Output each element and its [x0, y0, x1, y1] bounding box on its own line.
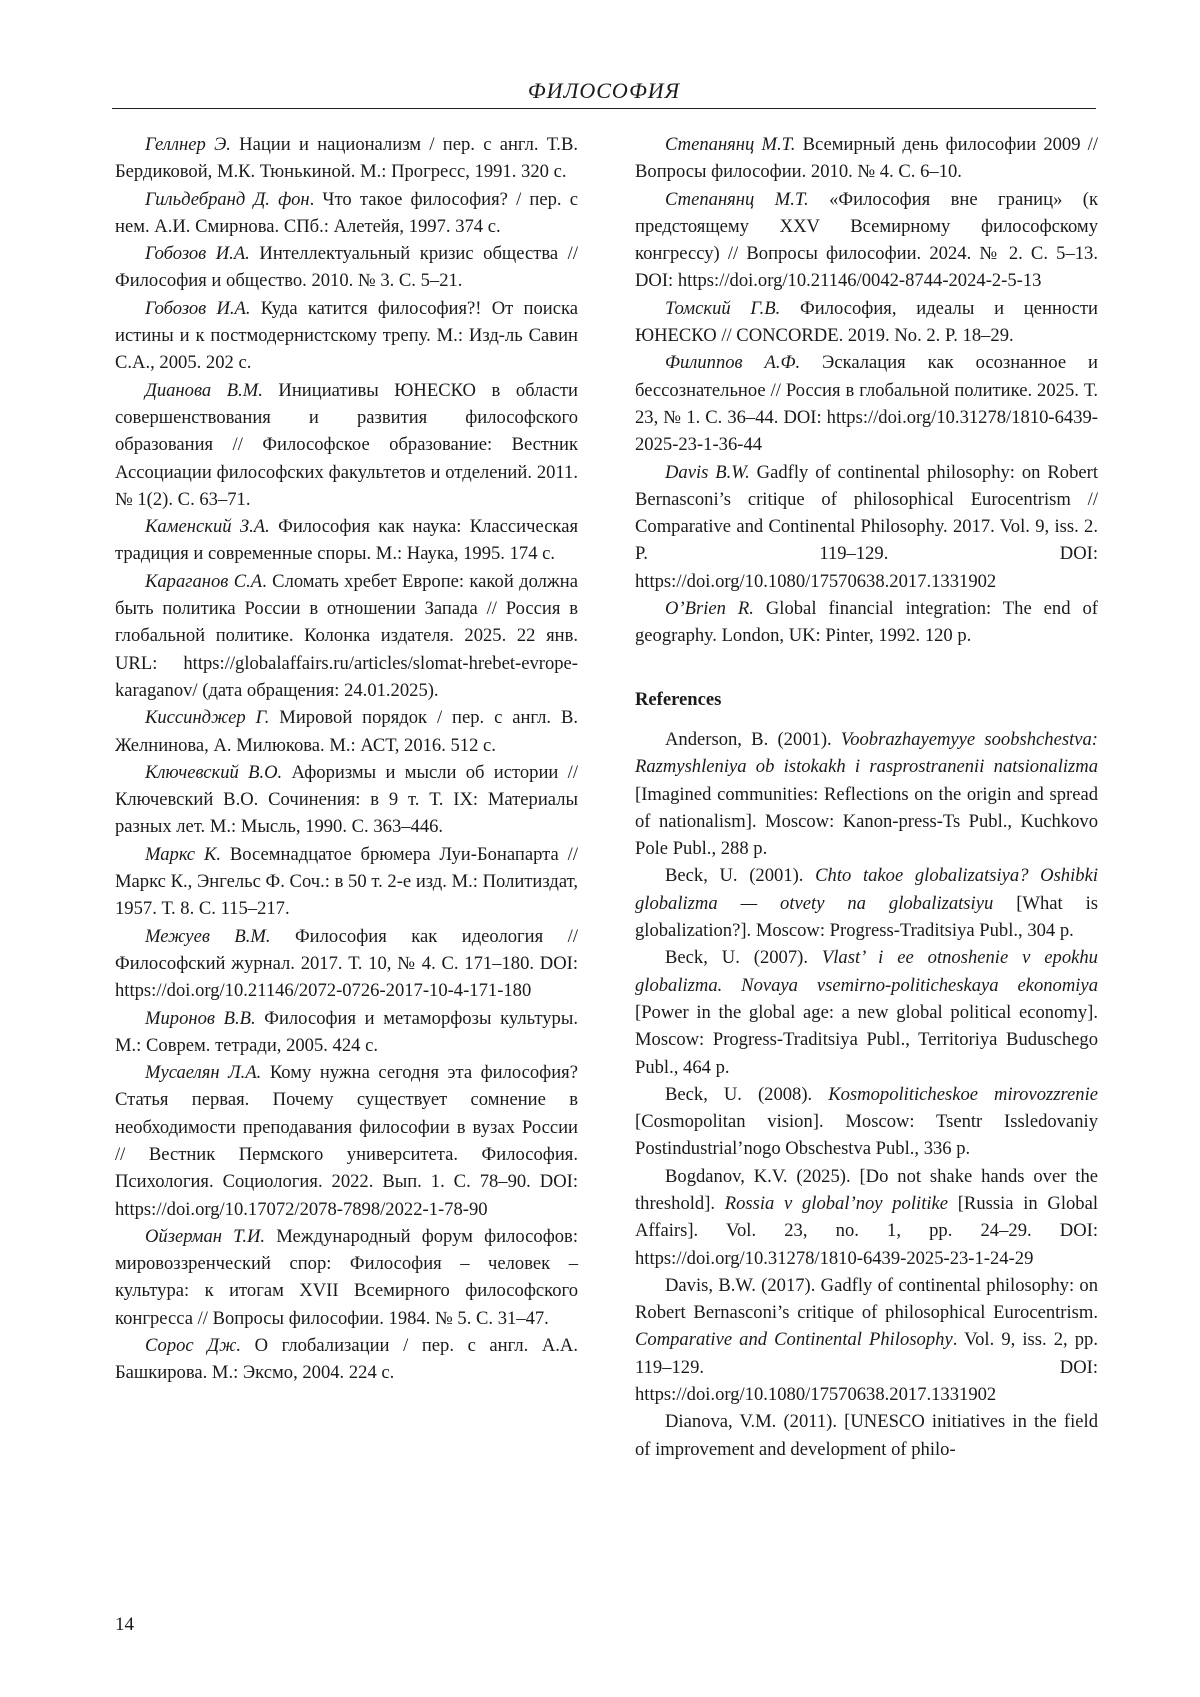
bibliography-entry: [115, 704, 578, 759]
reference-pre: Beck, U. (2007).: [665, 947, 822, 969]
bibliography-entry: [115, 513, 578, 568]
reference-post: [Cosmopolitan vision]. Moscow: Tsentr Issledovaniy Postindustrial’nogo Obschestva Publ., 336 p.: [635, 1111, 1098, 1160]
reference-post: [What is globalization?]. Moscow: Progress-Traditsiya Publ., 304 p.: [635, 892, 1099, 942]
entry-author: Davis B.W.: [665, 461, 750, 483]
bibliography-entry: [635, 349, 1098, 458]
reference-italic: Vlast’ i ee otnoshenie v epokhu globalizma. Novaya vsemirno-politicheskaya ekonomiya: [635, 947, 1098, 996]
entry-text: Афоризмы и мысли об истории // Ключевский В.О. Сочинения: в 9 т. Т. IX: Материалы разных лет. М.: Мысль, 1990. С. 363–446.: [115, 761, 579, 838]
entry-text: Всемирный день философии 2009 // Вопросы философии. 2010. № 4. С. 6–10.: [635, 134, 1099, 183]
reference-post: [Russia in Global Affairs]. Vol. 23, no. 1, pp. 24–29. DOI: https://doi.org/10.31278/1810-6439-2025-23-1-24-29: [635, 1192, 1098, 1269]
bibliography-entry: [635, 131, 1098, 186]
bibliography-entry: [115, 1005, 578, 1060]
entry-text: Инициативы ЮНЕСКО в области совершенствования и развития философского образования // Философское образование: Вестник Ассоциации философских факультетов и отделений. 2011. № 1(2). С. 63–71.: [115, 379, 578, 510]
reference-pre: Davis, B.W. (2017). Gadfly of continental philosophy: on Robert Bernasconi’s critique of philosophical Eurocentrism.: [635, 1274, 1098, 1324]
entry-text: Нации и национализм / пер. с англ. Т.В. Бердиковой, М.К. Тюнькиной. М.: Прогресс, 1991. 320 с.: [115, 134, 578, 183]
entry-author: Ойзерман Т.И.: [145, 1225, 266, 1247]
reference-post: . Vol. 9, iss. 2, pp. 119–129. DOI: https://doi.org/10.1080/17570638.2017.1331902: [635, 1329, 1098, 1406]
bibliography-entry: [115, 923, 578, 1005]
running-header: [112, 72, 1096, 109]
bibliography-entry: [115, 1059, 578, 1223]
entry-text: «Философия вне границ» (к предстоящему XXV Всемирному философскому конгрессу) // Вопросы философии. 2024. № 2. С. 5–13. DOI: https://doi.org/10.21146/0042-8744-2024-2-5-13: [635, 188, 1099, 292]
entry-text: Global financial integration: The end of geography. London, UK: Pinter, 1992. 120 p.: [635, 598, 1098, 647]
entry-author: Миронов В.В.: [145, 1007, 256, 1029]
entry-author: Караганов С.А: [145, 570, 263, 592]
entry-text: Куда катится философия?! От поиска истины и к постмодернистскому трепу. М.: Изд-ль Савин С.А., 2005. 202 с.: [115, 297, 579, 374]
bibliography-entry: [635, 459, 1098, 595]
entry-author: Мусаелян Л.А.: [145, 1062, 262, 1084]
entry-author: Степанянц М.Т.: [665, 134, 796, 155]
entry-author: Гильдебранд Д. фон: [145, 188, 310, 210]
entry-text: Эскалация как осознанное и бессознательное // Россия в глобальной политике. 2025. Т. 23, № 1. С. 36–44. DOI: https://doi.org/10.31278/1810-6439-2025-23-1-36-44: [635, 352, 1098, 456]
references-heading: References: [635, 688, 722, 710]
bibliography-entry: [635, 295, 1098, 350]
bibliography-entry: [115, 186, 578, 241]
entry-text: Восемнадцатое брюмера Луи-Бонапарта // Маркс К., Энгельс Ф. Соч.: в 50 т. 2-е изд. М.: Политиздат, 1957. Т. 8. С. 115–217.: [115, 843, 578, 920]
reference-post: [Imagined communities: Reflections on the origin and spread of nationalism]. Moscow: Kanon-press-Ts Publ., Kuchkovo Pole Publ., 288 p.: [635, 783, 1098, 860]
entry-author: Геллнер Э.: [145, 134, 231, 155]
right-column: [635, 131, 1098, 1463]
reference-entry: [635, 1081, 1098, 1163]
bibliography-entry: [115, 759, 578, 841]
reference-pre: Beck, U. (2001).: [665, 865, 816, 887]
entry-author: Филиппов А.Ф.: [665, 352, 801, 374]
entry-text: Философия и метаморфозы культуры. М.: Соврем. тетради, 2005. 424 с.: [115, 1007, 578, 1056]
entry-author: Томский Г.В.: [665, 297, 781, 319]
entry-author: Гобозов И.А.: [145, 297, 251, 319]
references-list: [635, 726, 1098, 1463]
entry-text: Философия, идеалы и ценности ЮНЕСКО // CONCORDE. 2019. No. 2. P. 18–29.: [635, 297, 1099, 347]
reference-italic: Chto takoe globalizatsiya? Oshibki globalizma — otvety na globalizatsiyu: [635, 865, 1098, 914]
bibliography-entry: [115, 131, 578, 186]
left-column: [115, 131, 578, 1387]
reference-italic: Rossia v global’noy politike: [724, 1192, 949, 1214]
entry-text: Философия как наука: Классическая традиция и современные споры. М.: Наука, 1995. 174 с.: [115, 516, 579, 565]
reference-entry: [635, 1408, 1098, 1463]
reference-pre: Beck, U. (2008).: [665, 1083, 829, 1105]
bibliography-entry: [115, 240, 578, 295]
entry-author: Гобозов И.А.: [145, 243, 250, 265]
reference-italic: Comparative and Continental Philosophy: [635, 1329, 953, 1351]
reference-post: [Power in the global age: a new global political economy]. Moscow: Progress-Traditsiya Publ., Territoriya Buduschego Publ., 464 p.: [635, 1001, 1098, 1078]
reference-entry: [635, 862, 1098, 944]
reference-entry: [635, 726, 1098, 862]
bibliography-entry: [635, 186, 1098, 295]
entry-text: Интеллектуальный кризис общества // Философия и общество. 2010. № 3. С. 5–21.: [115, 243, 578, 292]
bibliography-entry: [115, 377, 578, 513]
bibliography-entry: [115, 568, 578, 704]
bibliography-continued: [635, 131, 1098, 650]
reference-entry: [635, 944, 1098, 1080]
reference-italic: Kosmopoliticheskoe mirovozzrenie: [828, 1083, 1098, 1105]
entry-text: О глобализации / пер. с англ. А.А. Башкирова. М.: Эксмо, 2004. 224 с.: [115, 1335, 578, 1384]
entry-author: Каменский З.А.: [145, 516, 270, 538]
entry-author: Киссинджер Г.: [145, 707, 270, 729]
bibliography-entry: [635, 595, 1098, 650]
bibliography-entry: [115, 841, 578, 923]
entry-author: Дианова В.М.: [145, 379, 263, 401]
entry-author: Ключевский В.О.: [145, 761, 283, 783]
bibliography-entry: [115, 1332, 578, 1387]
reference-pre: Anderson, B. (2001).: [665, 728, 841, 750]
entry-text: Философия как идеология // Философский журнал. 2017. Т. 10, № 4. С. 171–180. DOI: https://doi.org/10.21146/2072-0726-2017-10-4-171-180: [115, 925, 578, 1002]
entry-author: Степанянц М.Т.: [665, 188, 809, 210]
entry-text: Международный форум философов: мировоззренческий спор: Философия – человек – культура: к итогам XVII Всемирного философского конгресса // Вопросы философии. 1984. № 5. С. 31–47.: [115, 1225, 578, 1329]
entry-author: Сорос Дж.: [145, 1335, 242, 1357]
reference-italic: Voobrazhayemyye soobshchestva: Razmyshleniya ob istokakh i rasprostranenii natsionalizma: [635, 728, 1098, 778]
entry-author: Межуев В.М.: [145, 925, 271, 947]
entry-author: Маркс К.: [145, 843, 221, 865]
section-title: ФИЛОСОФИЯ: [527, 78, 681, 103]
reference-entry: [635, 1272, 1098, 1408]
entry-text: Мировой порядок / пер. с англ. В. Желнинова, А. Милюкова. М.: АСТ, 2016. 512 с.: [115, 707, 578, 756]
reference-pre: Bogdanov, K.V. (2025). [Do not shake hands over the threshold].: [635, 1165, 1098, 1214]
entry-text: Gadfly of continental philosophy: on Robert Bernasconi’s critique of philosophical Eurocentrism // Comparative and Continental Philosophy. 2017. Vol. 9, iss. 2. P. 119–129. DOI: https://doi.org/10.1080/17570638.2017.1331902: [635, 461, 1098, 592]
entry-text: . Сломать хребет Европе: какой должна быть политика России в отношении Запада // Россия в глобальной политике. Колонка издателя. 2025. 22 янв. URL: https://globalaffairs.ru/articles/slomat-hrebet-evrope-karaganov/ (дата обращения: 24.01.2025).: [115, 570, 578, 701]
bibliography-entry: [115, 1223, 578, 1332]
reference-entry: [635, 1163, 1098, 1272]
entry-text: Кому нужна сегодня эта философия? Статья первая. Почему существует сомнение в необходимости преподавания философии в вузах России // Вестник Пермского университета. Философия. Психология. Социология. 2022. Вып. 1. С. 78–90. DOI: https://doi.org/10.17072/2078-7898/2022-1-78-90: [115, 1062, 578, 1220]
entry-author: O’Brien R.: [665, 598, 754, 620]
bibliography-entry: [115, 295, 578, 377]
entry-text: . Что такое философия? / пер. с нем. А.И. Смирнова. СПб.: Алетейя, 1997. 374 с.: [115, 188, 578, 237]
reference-pre: Dianova, V.M. (2011). [UNESCO initiatives in the field of improvement and development of philo-: [635, 1411, 1098, 1460]
page-number: 14: [115, 1614, 134, 1635]
